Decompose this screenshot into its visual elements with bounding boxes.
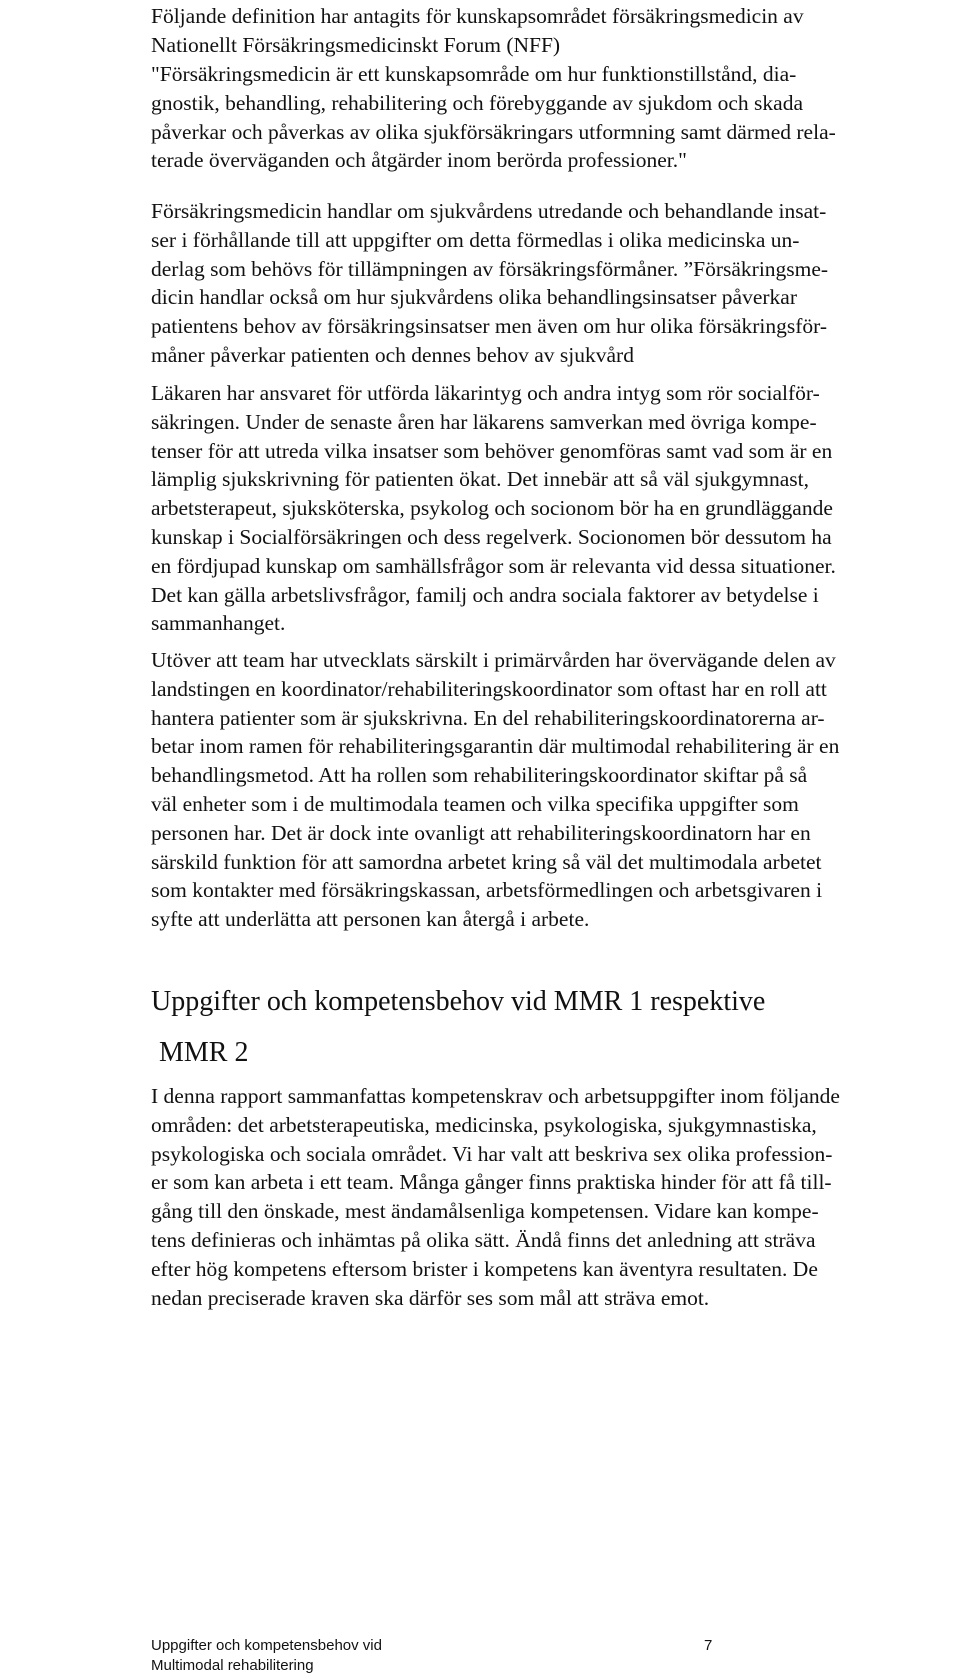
text-line: "Försäkringsmedicin är ett kunskapsområde om hur funktionstillstånd, dia- bbox=[151, 62, 797, 86]
paragraph-definition-quote bbox=[151, 60, 836, 175]
text-line: Följande definition har antagits för kunskapsområdet försäkringsmedicin av bbox=[151, 4, 804, 28]
text-line: gnostik, behandling, rehabilitering och förebyggande av sjukdom och skada bbox=[151, 90, 804, 115]
text-line: derlag som behövs för tillämpningen av försäkringsförmåner. ”Försäkringsme- bbox=[151, 256, 829, 281]
text-line: särskild funktion för att samordna arbetet kring så väl det multimodala arbetet bbox=[151, 849, 822, 874]
paragraph-physician-responsibility bbox=[151, 379, 836, 638]
text-line: som kontakter med försäkringskassan, arbetsförmedlingen och arbetsgivaren i bbox=[151, 878, 823, 903]
text-line: arbetsterapeut, sjuksköterska, psykolog och socionom bör ha en grundläggande bbox=[151, 496, 833, 521]
text-line: syfte att underlätta att personen kan återgå i arbete. bbox=[151, 907, 590, 932]
text-line: Nationellt Försäkringsmedicinskt Forum (NFF) bbox=[151, 32, 561, 57]
text-line: I denna rapport sammanfattas kompetenskrav och arbetsuppgifter inom följande bbox=[151, 1084, 840, 1108]
text-line: ser i förhållande till att uppgifter om detta förmedlas i olika medicinska un- bbox=[151, 227, 800, 252]
text-line: er som kan arbeta i ett team. Många gånger finns praktiska hinder för att få till- bbox=[151, 1170, 832, 1195]
text-line: områden: det arbetsterapeutiska, medicinska, psykologiska, sjukgymnastiska, bbox=[151, 1112, 817, 1137]
text-line: Läkaren har ansvaret för utförda läkarintyg och andra intyg som rör socialför- bbox=[151, 381, 820, 405]
text-line: patientens behov av försäkringsinsatser men även om hur olika försäkringsför- bbox=[151, 314, 828, 339]
text-line: personen har. Det är dock inte ovanligt att rehabiliteringskoordinatorn har en bbox=[151, 820, 811, 845]
paragraph-rehab-coordinator bbox=[151, 646, 839, 934]
text-line: tens definieras och inhämtas på olika sätt. Ändå finns det anledning att sträva bbox=[151, 1227, 816, 1252]
paragraph-report-summary bbox=[151, 1082, 840, 1312]
text-line: lämplig sjukskrivning för patienten ökat. Det innebär att så väl sjukgymnast, bbox=[151, 467, 810, 492]
text-line: efter hög kompetens eftersom brister i kompetens kan äventyra resultaten. De bbox=[151, 1256, 818, 1281]
text-line: behandlingsmetod. Att ha rollen som rehabiliteringskoordinator skiftar på så bbox=[151, 763, 808, 788]
page-footer bbox=[151, 1636, 382, 1676]
footer-subtitle: Multimodal rehabilitering bbox=[151, 1657, 314, 1674]
text-line: väl enheter som i de multimodala teamen och vilka specifika uppgifter som bbox=[151, 791, 799, 816]
paragraph-insurance-medicine bbox=[151, 197, 828, 370]
footer-title: Uppgifter och kompetensbehov vid bbox=[151, 1637, 382, 1654]
text-line: hantera patienter som är sjukskrivna. En del rehabiliteringskoordinatorerna ar- bbox=[151, 705, 825, 730]
text-line: terade överväganden och åtgärder inom berörda professioner." bbox=[151, 148, 687, 173]
text-line: Utöver att team har utvecklats särskilt i primärvården har övervägande delen av bbox=[151, 648, 836, 672]
text-line: tenser för att utreda vilka insatser som behöver genomföras samt vad som är en bbox=[151, 438, 833, 463]
text-line: Det kan gälla arbetslivsfrågor, familj och andra sociala faktorer av betydelse i bbox=[151, 582, 819, 607]
text-line: säkringen. Under de senaste åren har läkarens samverkan med övriga kompe- bbox=[151, 409, 817, 434]
text-line: nedan preciserade kraven ska därför ses som mål att sträva emot. bbox=[151, 1285, 710, 1310]
page-number: 7 bbox=[704, 1637, 713, 1654]
text-line: gång till den önskade, mest ändamålsenliga kompetensen. Vidare kan kompe- bbox=[151, 1199, 819, 1224]
text-line: landstingen en koordinator/rehabiliteringskoordinator som oftast har en roll att bbox=[151, 676, 827, 701]
text-line: sammanhanget. bbox=[151, 611, 286, 636]
section-heading-continued: MMR 2 bbox=[159, 1037, 249, 1068]
paragraph-nff-intro bbox=[151, 2, 804, 60]
text-line: psykologiska och sociala området. Vi har valt att beskriva sex olika profession- bbox=[151, 1141, 833, 1166]
section-heading: Uppgifter och kompetensbehov vid MMR 1 respektive bbox=[151, 986, 766, 1017]
text-line: betar inom ramen för rehabiliteringsgarantin där multimodal rehabilitering är en bbox=[151, 734, 840, 759]
text-line: kunskap i Socialförsäkringen och dess regelverk. Socionomen bör dessutom ha bbox=[151, 524, 832, 549]
text-line: en fördjupad kunskap om samhällsfrågor som är relevanta vid dessa situationer. bbox=[151, 553, 836, 578]
text-line: måner påverkar patienten och dennes behov av sjukvård bbox=[151, 342, 634, 367]
text-line: påverkar och påverkas av olika sjukförsäkringars utformning samt därmed rela- bbox=[151, 119, 836, 144]
text-line: dicin handlar också om hur sjukvårdens olika behandlingsinsatser påverkar bbox=[151, 285, 798, 310]
text-line: Försäkringsmedicin handlar om sjukvårdens utredande och behandlande insat- bbox=[151, 199, 827, 223]
